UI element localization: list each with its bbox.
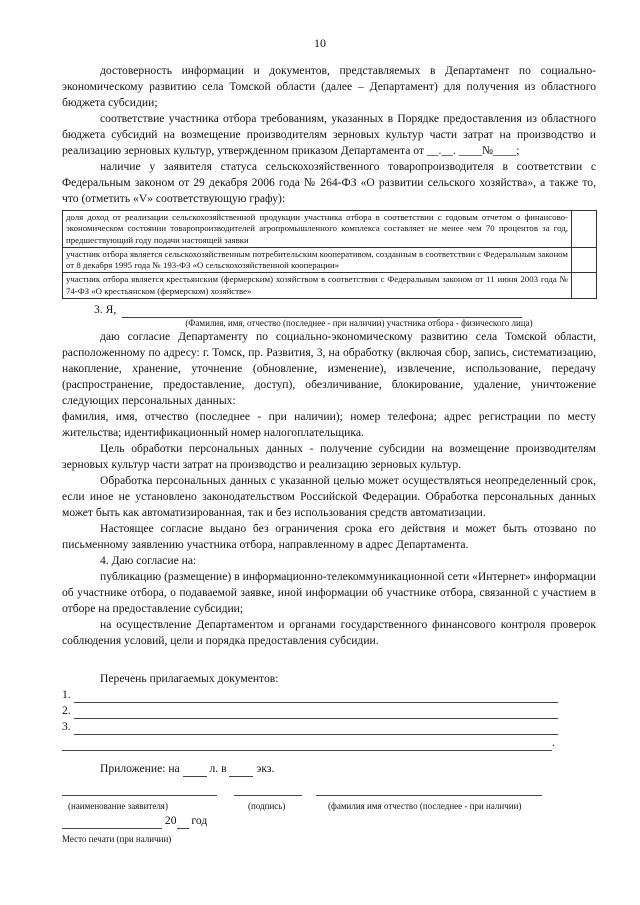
paragraph-revocation: Настоящее согласие выдано без ограничения срока его действия и может быть отозвано по письменному заявлению участника отбора, направленному в адрес Департамента.	[62, 522, 596, 552]
stamp-caption: Место печати (при наличии)	[62, 834, 172, 845]
paragraph-status: наличие у заявителя статуса сельскохозяйственного товаропроизводителя в соответствии с Федеральным законом от 29 декабря 2006 года № 264-ФЗ «О развитии сельского хозяйства», а также то, что (отметить «V» соответствующую графу):	[62, 160, 596, 205]
copies-field[interactable]	[229, 765, 253, 777]
table-row	[63, 247, 597, 273]
paragraph-reliability: достоверность информации и документов, представляемых в Департамент по социально-экономическому развитию села Томской области (далее – Департамент) для получения из областного бюджета субсидии;	[62, 64, 596, 109]
applicant-line[interactable]	[62, 795, 217, 796]
documents-title: Перечень прилагаемых документов:	[100, 672, 279, 686]
choice-checkbox[interactable]	[572, 211, 597, 248]
paragraph-publication: публикацию (размещение) в информационно-телекоммуникационной сети «Интернет» информации об участнике отбора, о подаваемой заявке, иной информации об участнике отбора, связанной с участием в отборе на предоставление субсидии;	[62, 570, 596, 616]
paragraph-term: Обработка персональных данных с указанной целью может осуществляться неопределенный срок, если иное не установлено законодательством Российской Федерации. Обработка персональных данных может быть как автоматизированная, так и без использования средств автоматизации.	[62, 474, 596, 520]
signature-caption: (подпись)	[248, 801, 286, 812]
document-number: 1.	[62, 688, 71, 702]
fio-sign-line[interactable]	[316, 795, 542, 796]
paragraph-control: на осуществление Департаментом и органами государственного финансового контроля проверок соблюдения условий, цели и порядка предоставления субсидии.	[62, 618, 596, 648]
table-row	[63, 273, 597, 299]
choice-text: участник отбора является крестьянским (фермерским) хозяйством в соответствии с Федеральным законом от 11 июня 2003 года № 74-ФЗ «О крестьянском (фермерском) хозяйстве»	[63, 273, 572, 299]
choice-text: доля доход от реализации сельскохозяйственной продукции участника отбора в соответствии с годовым отчетом о финансово-экономическом состоянии товаропроизводителей агропромышленного комплекса составляет не менее чем 70 процентов за год, предшествующий году подачи настоящей заявки	[63, 211, 572, 248]
section-3-lead: 3. Я,	[94, 303, 117, 317]
year-field[interactable]	[177, 817, 189, 829]
status-choice-table	[62, 210, 597, 299]
signature-line[interactable]	[234, 795, 302, 796]
document-line[interactable]	[62, 687, 596, 703]
document-line[interactable]	[62, 719, 596, 735]
section-4-lead: 4. Даю согласие на:	[100, 554, 197, 568]
choice-checkbox[interactable]	[572, 247, 597, 273]
paragraph-consent: даю согласие Департаменту по социально-экономическому развитию села Томской области, расположенному по адресу: г. Томск, пр. Развития, 3, на обработку (включая сбор, запись, систематизацию, накопление, хранение, уточнение (обновление, изменение), извлечение, использование, передачу (распространение, предоставление, доступ), обезличивание, блокирование, удаление, уничтожение следующих персональных данных:	[62, 330, 596, 408]
paragraph-purpose: Цель обработки персональных данных - получение субсидии на возмещение производителям зерновых культур части затрат на производство и реализацию зерновых культур.	[62, 442, 596, 472]
paragraph-personal-data: фамилия, имя, отчество (последнее - при наличии); номер телефона; адрес регистрации по месту жительства; идентификационный номер налогоплательщика.	[62, 410, 596, 440]
attachment-line: Приложение: на л. в экз.	[100, 762, 275, 776]
year-line: 20 год	[62, 813, 596, 829]
table-row	[63, 211, 597, 248]
document-end-dot: .	[552, 736, 555, 750]
choice-checkbox[interactable]	[572, 273, 597, 299]
section-3-heading	[62, 302, 596, 318]
date-field[interactable]	[62, 817, 162, 829]
choice-text: участник отбора является сельскохозяйственным потребительским кооперативом, созданным в соответствии с Федеральным законом от 8 декабря 1995 года № 193-ФЗ «О сельскохозяйственной кооперации»	[63, 247, 572, 273]
fio-note: (Фамилия, имя, отчество (последнее - при наличии) участника отбора - физического лица)	[185, 318, 533, 329]
document-body	[62, 63, 596, 847]
document-number: 3.	[62, 720, 71, 734]
fio-field[interactable]	[122, 305, 522, 318]
pages-field[interactable]	[183, 765, 207, 777]
fio-caption: (фамилия имя отчество (последнее - при наличии)	[328, 801, 522, 812]
document-number: 2.	[62, 704, 71, 718]
page-number: 10	[314, 36, 326, 50]
signature-block	[62, 785, 596, 813]
paragraph-compliance: соответствие участника отбора требованиям, указанных в Порядке предоставления из областного бюджета субсидий на возмещение производителям зерновых культур части затрат на производство и реализацию зерновых культур, утвержденном приказом Департамента от __.__. ____№____;	[62, 112, 596, 157]
applicant-caption: (наименование заявителя)	[68, 801, 168, 812]
document-line[interactable]	[62, 735, 596, 751]
document-line[interactable]	[62, 703, 596, 719]
